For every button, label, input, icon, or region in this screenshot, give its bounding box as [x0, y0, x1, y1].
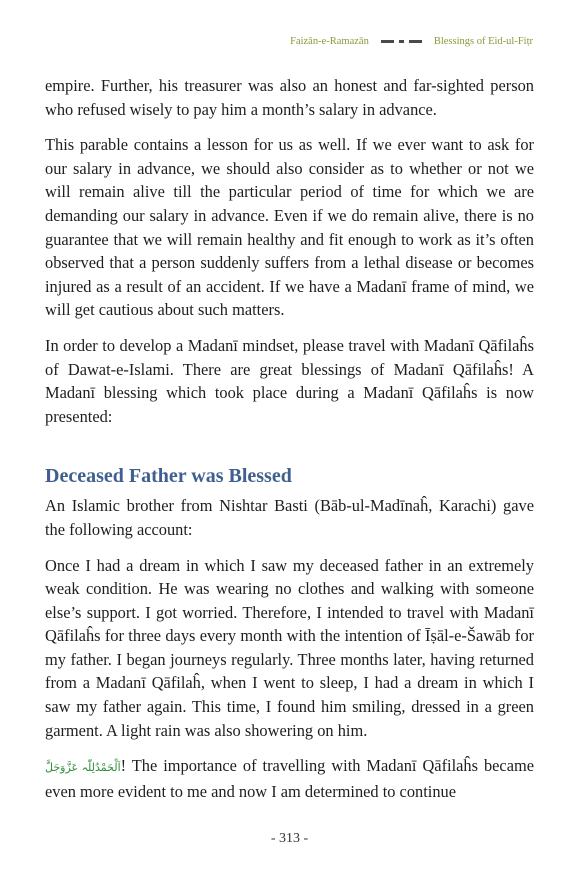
- paragraph-madani-mindset: In order to develop a Madanī mindset, please travel with Madanī Qāfilaĥs of Dawat-e-Islami. There are great blessings of Madanī Qāfilaĥs! A Madanī blessing which took place during a Madanī Qāfilaĥs is now presented:: [45, 335, 534, 426]
- page-body: [45, 74, 534, 815]
- paragraph-dream-account: Once I had a dream in which I saw my deceased father in an extremely weak condition. He was wearing no clothes and walking with someone else’s support. I got worried. Therefore, I intended to travel with Madanī Qāfilaĥs for three days every month with the intention of Īṣāl-e-Šawāb for my father. I began journeys regularly. Three months later, having returned from a Madanī Qāfilaĥ, when I went to sleep, I had a dream in which I saw my father again. This time, I found him smiling, dressed in a green garment. A light rain was also showering on him.: [45, 555, 534, 740]
- separator-dash: [381, 40, 394, 43]
- book-title: Faizān-e-Ramazān: [290, 36, 369, 47]
- paragraph-continuation: empire. Further, his treasurer was also an honest and far-sighted person who refused wisely to pay him a month’s salary in advance.: [45, 76, 534, 119]
- paragraph-parable-lesson: This parable contains a lesson for us as well. If we ever want to ask for our salary in advance, we should also consider as to whether or not we will remain alive till the particular period of time for which we are demanding our salary in advance. Even if we do remain alive, there is no guarantee that we will remain healthy and fit enough to work as it’s often observed that a person suddenly suffers from a lethal disease or becomes injured as a result of an accident. If we have a Madanī frame of mind, we will get cautious about such matters.: [45, 135, 534, 320]
- page-number: - 313 -: [270, 831, 309, 846]
- conclusion-text: ! The importance of travelling with Madanī Qāfilaĥs became even more evident to me and now I am determined to continue: [45, 756, 534, 801]
- arabic-phrase: اَلْحَمْدُلِلّٰہ عَزَّوَجَلَّ: [45, 761, 121, 775]
- separator-dot: [399, 40, 404, 43]
- chapter-title: Blessings of Eid-ul-Fiṭr: [433, 36, 533, 47]
- separator-dash: [409, 40, 422, 43]
- header-separator: [381, 40, 422, 43]
- section-heading: Deceased Father was Blessed: [45, 465, 292, 488]
- running-header: [290, 36, 533, 47]
- paragraph-account-intro: An Islamic brother from Nishtar Basti (Bāb-ul-Madīnaĥ, Karachi) gave the following account:: [45, 496, 534, 539]
- paragraph-conclusion: [45, 754, 534, 803]
